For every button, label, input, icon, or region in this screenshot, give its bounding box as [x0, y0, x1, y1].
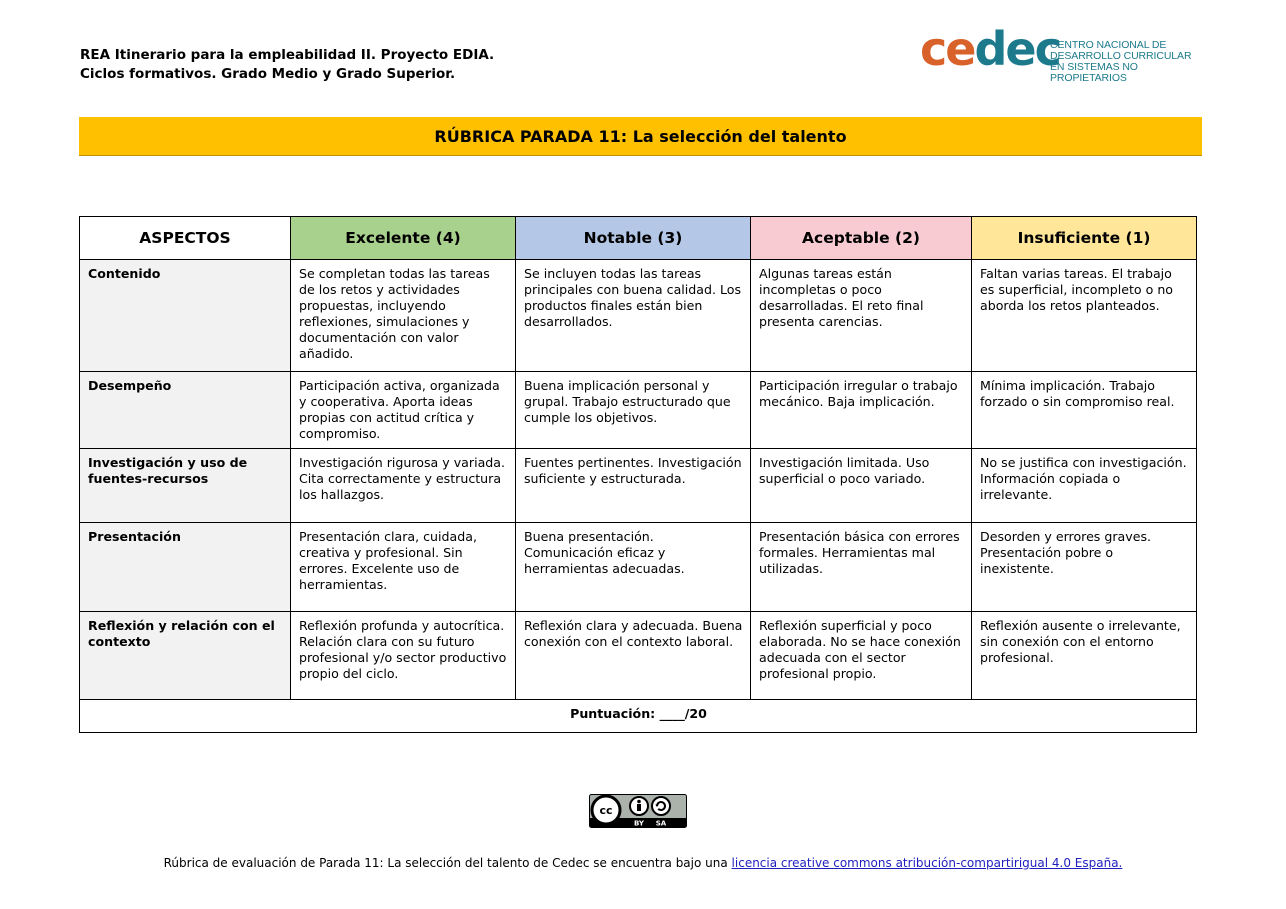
aceptable-cell: Algunas tareas están incompletas o poco desarrolladas. El reto final presenta carencias. — [751, 260, 972, 372]
rubric-header-row — [80, 217, 1197, 260]
header-aspectos: ASPECTOS — [80, 217, 291, 260]
cedec-logo-word: cedec — [920, 22, 1060, 76]
aspect-cell: Desempeño — [80, 372, 291, 449]
rubric-table — [79, 216, 1197, 733]
table-row — [80, 372, 1197, 449]
aspect-cell: Reflexión y relación con el contexto — [80, 612, 291, 700]
excelente-cell: Reflexión profunda y autocrítica. Relación clara con su futuro profesional y/o sector productivo propio del ciclo. — [291, 612, 516, 700]
table-row — [80, 260, 1197, 372]
insuficiente-cell: Desorden y errores graves. Presentación pobre o inexistente. — [972, 523, 1197, 612]
excelente-cell: Participación activa, organizada y cooperativa. Aporta ideas propias con actitud crítica y compromiso. — [291, 372, 516, 449]
excelente-cell: Se completan todas las tareas de los retos y actividades propuestas, incluyendo reflexiones, simulaciones y documentación con valor añadido. — [291, 260, 516, 372]
score-row — [80, 700, 1197, 733]
aceptable-cell: Investigación limitada. Uso superficial o poco variado. — [751, 449, 972, 523]
header-excelente: Excelente (4) — [291, 217, 516, 260]
header-aceptable: Aceptable (2) — [751, 217, 972, 260]
table-row — [80, 449, 1197, 523]
insuficiente-cell: No se justifica con investigación. Información copiada o irrelevante. — [972, 449, 1197, 523]
license-link[interactable]: licencia creative commons atribución-compartirigual 4.0 España. — [731, 856, 1123, 870]
notable-cell: Fuentes pertinentes. Investigación suficiente y estructurada. — [516, 449, 751, 523]
header-notable: Notable (3) — [516, 217, 751, 260]
aceptable-cell: Presentación básica con errores formales. Herramientas mal utilizadas. — [751, 523, 972, 612]
cedec-logo — [920, 22, 1200, 84]
excelente-cell: Presentación clara, cuidada, creativa y profesional. Sin errores. Excelente uso de herramientas. — [291, 523, 516, 612]
sa-label: SA — [655, 819, 667, 828]
cedec-logo-subtitle: CENTRO NACIONAL DE DESARROLLO CURRICULAR EN SISTEMAS NO PROPIETARIOS — [1050, 39, 1192, 84]
insuficiente-cell: Faltan varias tareas. El trabajo es superficial, incompleto o no aborda los retos planteados. — [972, 260, 1197, 372]
footer-text: Rúbrica de evaluación de Parada 11: La selección del talento de Cedec se encuentra bajo una — [163, 856, 732, 870]
notable-cell: Se incluyen todas las tareas principales con buena calidad. Los productos finales están bien desarrollados. — [516, 260, 751, 372]
notable-cell: Buena presentación. Comunicación eficaz y herramientas adecuadas. — [516, 523, 751, 612]
share-alike-icon — [652, 797, 670, 815]
aceptable-cell: Reflexión superficial y poco elaborada. No se hace conexión adecuada con el sector profesional propio. — [751, 612, 972, 700]
license-footer — [0, 856, 1286, 870]
cc-by-sa-badge[interactable] — [589, 794, 687, 828]
notable-cell: Reflexión clara y adecuada. Buena conexión con el contexto laboral. — [516, 612, 751, 700]
excelente-cell: Investigación rigurosa y variada. Cita correctamente y estructura los hallazgos. — [291, 449, 516, 523]
table-row — [80, 523, 1197, 612]
rubric-title: RÚBRICA PARADA 11: La selección del talento — [79, 117, 1202, 156]
aceptable-cell: Participación irregular o trabajo mecánico. Baja implicación. — [751, 372, 972, 449]
aspect-cell: Investigación y uso de fuentes-recursos — [80, 449, 291, 523]
table-row — [80, 612, 1197, 700]
insuficiente-cell: Mínima implicación. Trabajo forzado o sin compromiso real. — [972, 372, 1197, 449]
insuficiente-cell: Reflexión ausente o irrelevante, sin conexión con el entorno profesional. — [972, 612, 1197, 700]
header-line-1: REA Itinerario para la empleabilidad II. Proyecto EDIA. — [80, 47, 495, 63]
aspect-cell: Contenido — [80, 260, 291, 372]
notable-cell: Buena implicación personal y grupal. Trabajo estructurado que cumple los objetivos. — [516, 372, 751, 449]
by-label: BY — [633, 819, 645, 828]
header-line-2: Ciclos formativos. Grado Medio y Grado Superior. — [80, 66, 456, 82]
document-header — [80, 46, 494, 84]
score-cell: Puntuación: ____/20 — [80, 700, 1197, 733]
cc-label: cc — [599, 804, 613, 817]
header-insuficiente: Insuficiente (1) — [972, 217, 1197, 260]
aspect-cell: Presentación — [80, 523, 291, 612]
